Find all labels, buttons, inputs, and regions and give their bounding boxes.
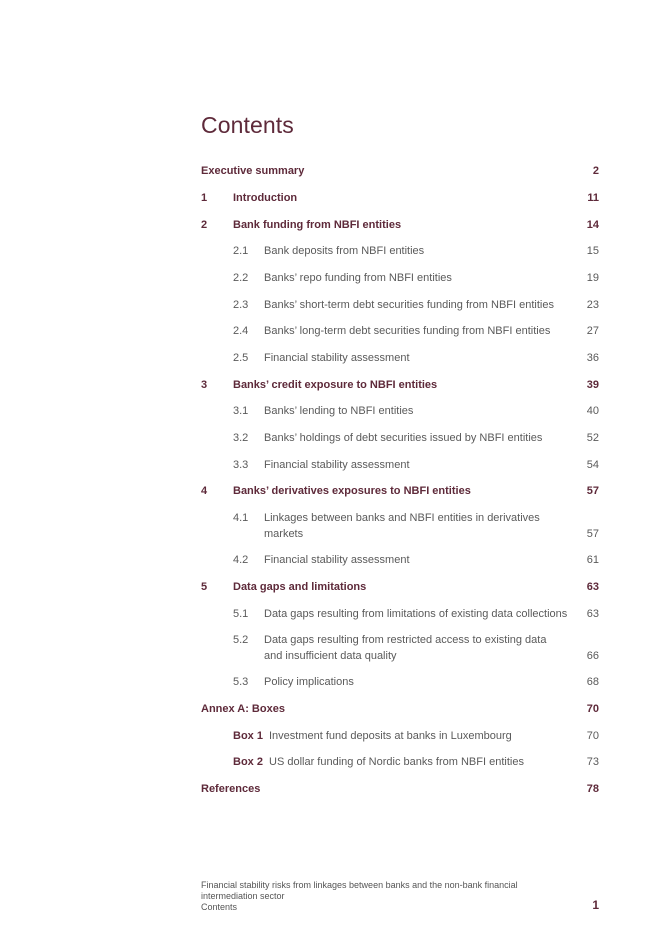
toc-entry-label: Annex A: Boxes <box>201 703 285 715</box>
toc-entry-label: Investment fund deposits at banks in Luxembourg <box>269 730 512 742</box>
toc-entry-number: 2.3 <box>233 299 249 311</box>
toc-entry-label: Banks’ derivatives exposures to NBFI entities <box>233 485 471 497</box>
toc-entry-page: 52 <box>586 432 599 444</box>
toc-entry-label: Banks’ holdings of debt securities issued by NBFI entities <box>264 432 543 444</box>
toc-entry-page: 15 <box>586 245 599 257</box>
toc-entry-page: 66 <box>586 650 599 662</box>
toc-entry-label: Executive summary <box>201 165 305 177</box>
toc-entry-label: Data gaps resulting from limitations of existing data collections <box>264 608 568 620</box>
toc-entry-page: 54 <box>586 459 599 471</box>
toc-entry-label: Banks’ repo funding from NBFI entities <box>264 272 452 284</box>
page-footer <box>201 880 531 913</box>
toc-entry-page: 11 <box>587 192 599 204</box>
footer-document-title-line-1: Financial stability risks from linkages between banks and the non-bank financial <box>201 880 518 890</box>
toc-entry-number: 4.1 <box>233 512 249 524</box>
toc-entry-label: Financial stability assessment <box>264 554 410 566</box>
toc-entry-4-1[interactable] <box>201 510 599 542</box>
toc-entry-page: 40 <box>586 405 599 417</box>
toc-entry-label: Banks’ credit exposure to NBFI entities <box>233 379 438 391</box>
toc-entry-label: Banks’ lending to NBFI entities <box>264 405 414 417</box>
toc-entry-5-2[interactable] <box>201 632 599 664</box>
toc-entry-number: 4.2 <box>233 554 249 566</box>
toc-entry-number: 2.2 <box>233 272 249 284</box>
toc-entry-number: 1 <box>201 192 208 204</box>
toc-entry-label: Data gaps and limitations <box>233 581 367 593</box>
toc-entry-page: 61 <box>586 554 599 566</box>
toc-entry-number: Box 2 <box>233 756 263 768</box>
toc-entry-number: 3.2 <box>233 432 249 444</box>
toc-entry-label: Bank deposits from NBFI entities <box>264 245 425 257</box>
toc-entry-label: References <box>201 783 261 795</box>
toc-entry-label: Linkages between banks and NBFI entities in derivatives markets <box>264 512 540 540</box>
page-number: 1 <box>592 898 599 912</box>
toc-entry-label: Bank funding from NBFI entities <box>233 219 402 231</box>
toc-entry-page: 57 <box>586 528 599 540</box>
toc-entry-page: 70 <box>586 730 599 742</box>
toc-entry-label: Financial stability assessment <box>264 352 410 364</box>
toc-entry-page: 2 <box>592 165 599 177</box>
toc-entry-number: 2.1 <box>233 245 249 257</box>
toc-entry-page: 27 <box>586 325 599 337</box>
toc-entry-page: 23 <box>586 299 599 311</box>
toc-entry-page: 70 <box>586 703 599 715</box>
toc-entry-number: 3.3 <box>233 459 249 471</box>
toc-entry-label: Banks’ long-term debt securities funding from NBFI entities <box>264 325 551 337</box>
toc-entry-number: Box 1 <box>233 730 263 742</box>
toc-entry-number: 5.3 <box>233 676 249 688</box>
toc-entry-label: Data gaps resulting from restricted access to existing data and insufficient data quality <box>264 634 547 662</box>
toc-entry-number: 5.2 <box>233 634 249 646</box>
toc-entry-number: 2.4 <box>233 325 249 337</box>
toc-entry-number: 3.1 <box>233 405 249 417</box>
toc-entry-number: 5 <box>201 581 208 593</box>
toc-entry-page: 73 <box>586 756 599 768</box>
toc-entry-page: 19 <box>586 272 599 284</box>
toc-entry-label: US dollar funding of Nordic banks from NBFI entities <box>269 756 524 768</box>
toc-entry-label: Banks’ short-term debt securities funding from NBFI entities <box>264 299 554 311</box>
toc-entry-label: Financial stability assessment <box>264 459 410 471</box>
toc-entry-number: 5.1 <box>233 608 249 620</box>
toc-entry-page: 78 <box>586 783 599 795</box>
toc-entry-page: 36 <box>586 352 599 364</box>
toc-entry-page: 57 <box>586 485 599 497</box>
toc-entry-label: Policy implications <box>264 676 354 688</box>
toc-entry-page: 68 <box>586 676 599 688</box>
footer-document-title-line-2: intermediation sector <box>201 891 285 901</box>
toc-entry-page: 63 <box>586 608 599 620</box>
toc-entry-page: 63 <box>586 581 599 593</box>
page-title: Contents <box>201 112 294 138</box>
toc-entry-number: 4 <box>201 485 208 497</box>
footer-section-name: Contents <box>201 902 238 912</box>
toc-entry-number: 2 <box>201 219 208 231</box>
toc-entry-page: 39 <box>586 379 599 391</box>
toc-entry-label: Introduction <box>233 192 298 204</box>
toc-entry-number: 2.5 <box>233 352 249 364</box>
toc-entry-number: 3 <box>201 379 208 391</box>
toc-entry-page: 14 <box>586 219 599 231</box>
